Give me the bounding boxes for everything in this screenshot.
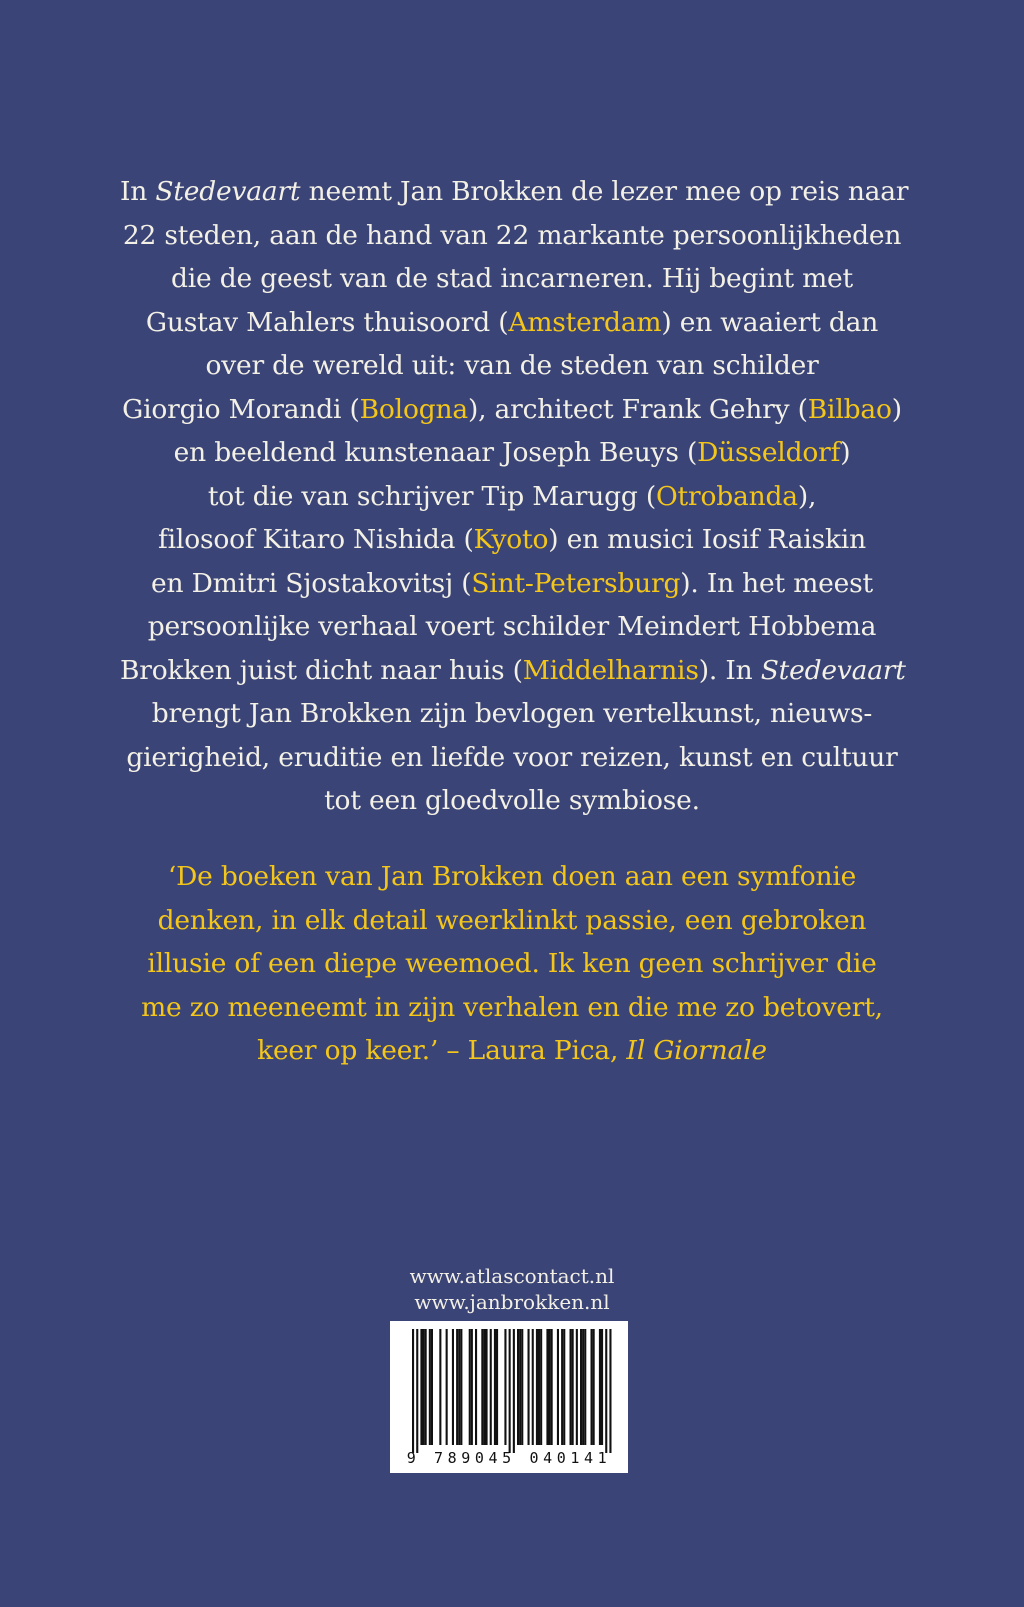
text-segment: die de geest van de stad incarneren. Hij begint met	[171, 263, 853, 294]
text-segment: en beeldend kunstenaar Joseph Beuys (	[173, 437, 698, 468]
text-segment: gierigheid, eruditie en liefde voor reizen, kunst en cultuur	[126, 741, 898, 773]
barcode-bar	[425, 1329, 427, 1445]
text-segment: )	[891, 393, 902, 425]
text-segment: ) en waaiert dan	[661, 306, 879, 338]
quote-line	[120, 855, 904, 899]
barcode-bar	[483, 1329, 485, 1445]
text-segment: keer op keer.’ – Laura Pica,	[257, 1035, 627, 1066]
text-segment: en Dmitri Sjostakovitsj (	[151, 567, 472, 599]
text-segment: ). In het meest	[680, 567, 873, 599]
blurb-line	[120, 779, 904, 823]
isbn-barcode	[390, 1321, 628, 1473]
quote-line	[120, 942, 904, 986]
city-name: Middelharnis	[522, 654, 699, 686]
city-name: Otrobanda	[656, 480, 798, 512]
blurb-line	[120, 257, 904, 301]
blurb-line	[120, 518, 904, 562]
barcode-bar	[431, 1329, 433, 1445]
barcode-bar	[546, 1329, 548, 1445]
barcode-bar	[557, 1329, 559, 1445]
quote-line	[120, 899, 904, 943]
isbn-number: 9 789045 040141	[406, 1449, 612, 1467]
blurb-line	[120, 562, 904, 606]
barcode-bar	[601, 1329, 603, 1445]
barcode-bar	[549, 1329, 551, 1445]
text-segment: tot die van schrijver Tip Marugg (	[207, 480, 657, 512]
text-segment: brengt Jan Brokken zijn bevlogen vertelkunst, nieuws-	[151, 698, 873, 729]
barcode-bar	[540, 1329, 542, 1445]
text-segment: filosoof Kitaro Nishida (	[158, 524, 474, 555]
barcode-bar	[605, 1329, 607, 1453]
barcode-bar	[580, 1329, 582, 1445]
barcode-bar	[593, 1329, 595, 1445]
barcode-bar	[490, 1329, 492, 1445]
barcode-bar	[460, 1329, 462, 1445]
barcode-bar	[521, 1329, 523, 1445]
quote-line	[120, 1029, 904, 1073]
barcode-bar	[582, 1329, 584, 1445]
quote-line	[120, 986, 904, 1030]
text-segment: me zo meeneemt in zijn verhalen en die me zo betovert,	[141, 991, 883, 1023]
city-name: Düsseldorf	[697, 437, 841, 468]
barcode-bar	[471, 1329, 473, 1445]
barcode-bar	[528, 1329, 530, 1445]
barcode-bar	[517, 1329, 519, 1445]
text-segment: Brokken juist dicht naar huis (	[120, 654, 523, 686]
barcode-bar	[509, 1329, 511, 1453]
barcode-bar	[481, 1329, 483, 1445]
blurb-line	[120, 170, 909, 214]
barcode-bar	[416, 1329, 418, 1453]
barcode-bar	[412, 1329, 414, 1453]
barcode-bar	[584, 1329, 586, 1445]
barcode-bar	[446, 1329, 448, 1445]
text-segment: ) en musici Iosif Raiskin	[548, 524, 866, 555]
barcode-bar	[496, 1329, 498, 1445]
barcode-bar	[561, 1329, 563, 1445]
barcode-bar	[458, 1329, 460, 1445]
blurb-line	[120, 605, 904, 649]
publisher-url[interactable]: www.atlascontact.nl	[409, 1264, 615, 1288]
barcode-bar	[513, 1329, 515, 1453]
text-segment: neemt Jan Brokken de lezer mee op reis naar	[300, 176, 909, 207]
barcode-bar	[599, 1329, 601, 1445]
barcode-bar	[572, 1329, 574, 1445]
blurb-line	[120, 344, 904, 388]
blurb-line	[120, 388, 904, 432]
blurb-line	[120, 736, 904, 780]
barcode-bar	[538, 1329, 540, 1445]
city-name: Bilbao	[807, 393, 892, 425]
text-segment: Giorgio Morandi (	[122, 393, 360, 425]
text-segment: ), architect Frank Gehry (	[467, 393, 808, 425]
barcode-bar	[429, 1329, 431, 1445]
barcode-bar	[494, 1329, 496, 1445]
barcode-bar	[519, 1329, 521, 1445]
barcode-bar	[591, 1329, 593, 1445]
text-segment: Gustav Mahlers thuisoord (	[145, 306, 509, 338]
barcode-bar	[486, 1329, 488, 1445]
barcode-bar	[563, 1329, 565, 1445]
blurb-text	[120, 170, 909, 823]
city-name: Sint-Petersburg	[471, 567, 681, 599]
barcode-bar	[570, 1329, 572, 1445]
blurb-line	[120, 475, 904, 519]
barcode-bar	[456, 1329, 458, 1445]
author-url[interactable]: www.janbrokken.nl	[414, 1290, 610, 1314]
review-quote	[120, 855, 904, 1073]
italic-title: Il Giornale	[626, 1035, 767, 1066]
blurb-line	[120, 301, 904, 345]
italic-title: Stedevaart	[760, 654, 906, 686]
text-segment: )	[840, 437, 851, 468]
barcode-bar	[475, 1329, 477, 1445]
text-segment: denken, in elk detail weerklinkt passie, een gebroken	[157, 904, 867, 936]
text-segment: illusie of een diepe weemoed. Ik ken geen schrijver die	[147, 948, 877, 979]
barcode-bar	[504, 1329, 506, 1445]
blurb-line	[120, 214, 904, 258]
barcode-bar	[609, 1329, 611, 1453]
text-segment: ). In	[698, 654, 761, 686]
city-name: Bologna	[359, 393, 468, 425]
blurb-line	[120, 692, 904, 736]
barcode-bar	[532, 1329, 534, 1445]
city-name: Amsterdam	[508, 306, 662, 338]
city-name: Kyoto	[473, 524, 549, 555]
barcode-bar	[551, 1329, 553, 1445]
barcode-bar	[536, 1329, 538, 1445]
text-segment: 22 steden, aan de hand van 22 markante persoonlijkheden	[122, 219, 902, 251]
barcode-bar	[452, 1329, 454, 1445]
blurb-line	[120, 649, 904, 693]
blurb-line	[120, 431, 904, 475]
text-segment: ),	[797, 480, 817, 512]
barcode-bar	[439, 1329, 441, 1445]
text-segment: ‘De boeken van Jan Brokken doen aan een symfonie	[167, 861, 857, 892]
barcode-bar	[423, 1329, 425, 1445]
text-segment: over de wereld uit: van de steden van schilder	[205, 350, 819, 381]
italic-title: Stedevaart	[155, 176, 301, 207]
text-segment: persoonlijke verhaal voert schilder Meindert Hobbema	[147, 611, 877, 642]
text-segment: tot een gloedvolle symbiose.	[324, 785, 700, 816]
text-segment: In	[120, 176, 156, 207]
barcode-bar	[576, 1329, 578, 1445]
barcode-bar	[420, 1329, 422, 1445]
barcode-bar	[469, 1329, 471, 1445]
website-links	[340, 1263, 684, 1315]
